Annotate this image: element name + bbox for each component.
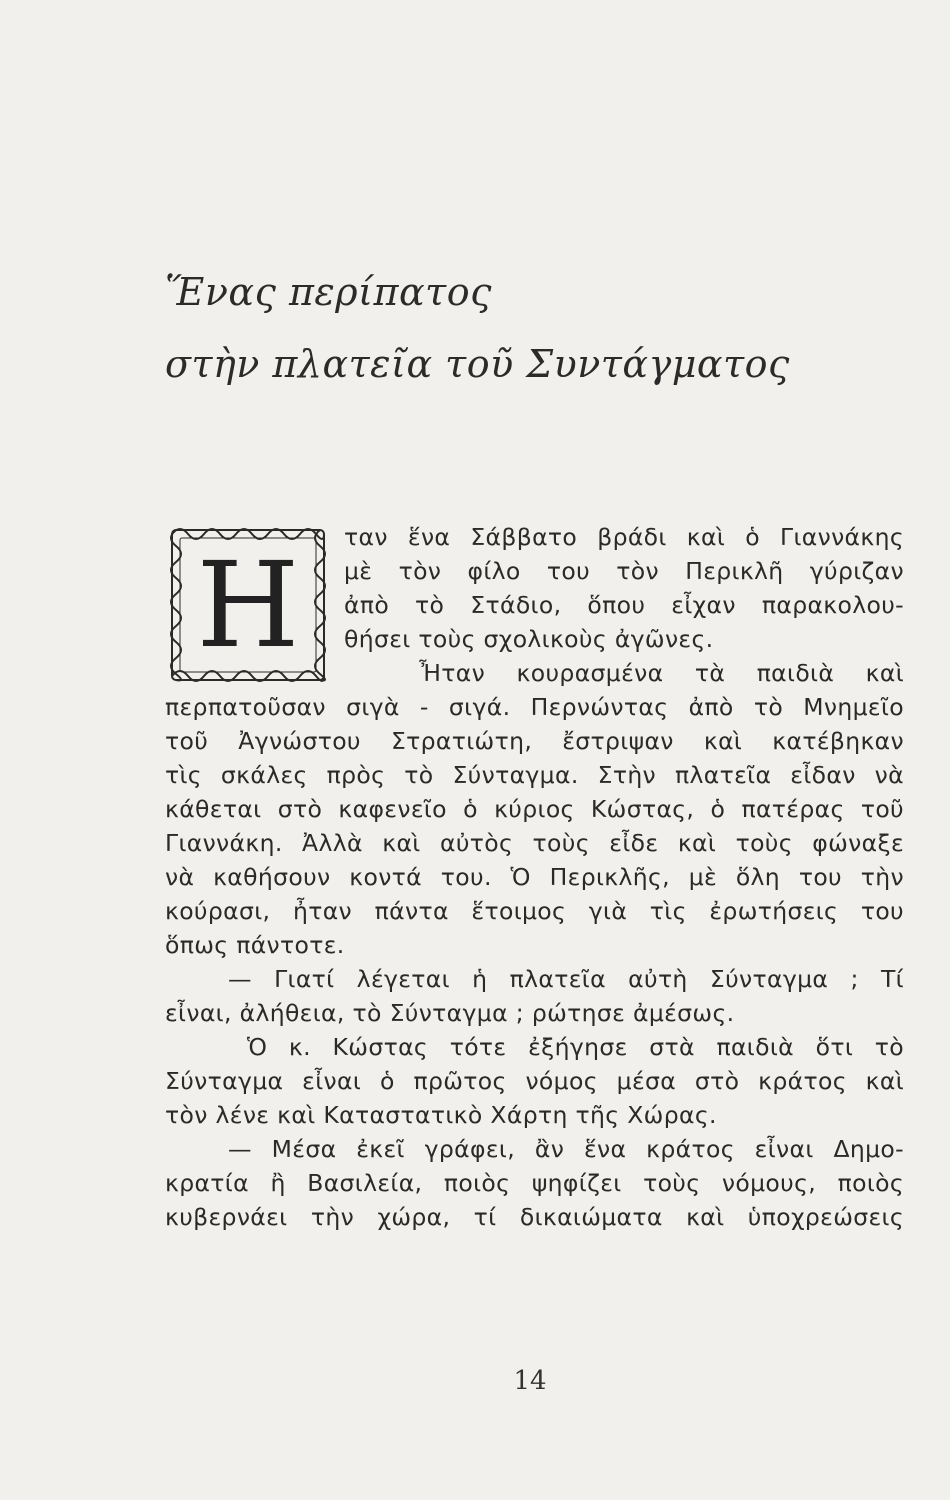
text-line: μὲ τὸν φίλο του τὸν Περικλῆ γύριζαν xyxy=(344,557,904,585)
text-line: ἀπὸ τὸ Στάδιο, ὅπου εἶχαν παρακολου- xyxy=(344,591,904,619)
text-line: νὰ καθήσουν κοντά του. Ὁ Περικλῆς, μὲ ὅλη του τὴν xyxy=(165,863,904,891)
text-line: — Γιατί λέγεται ἡ πλατεῖα αὐτὴ Σύνταγμα ; Τί xyxy=(228,965,904,993)
text-line: θήσει τοὺς σχολικοὺς ἀγῶνες. xyxy=(344,625,714,653)
text-line: Ἦταν κουρασμένα τὰ παιδιὰ καὶ xyxy=(419,659,904,687)
text-line: τοῦ Ἀγνώστου Στρατιώτη, ἔστριψαν καὶ κατέβηκαν xyxy=(165,727,904,755)
text-line: Ὁ κ. Κώστας τότε ἐξήγησε στὰ παιδιὰ ὅτι τὸ xyxy=(247,1033,904,1061)
text-line: κυβερνάει τὴν χώρα, τί δικαιώματα καὶ ὑποχρεώσεις xyxy=(165,1203,904,1231)
text-line: κάθεται στὸ καφενεῖο ὁ κύριος Κώστας, ὁ πατέρας τοῦ xyxy=(165,795,904,823)
text-line: κούρασι, ἦταν πάντα ἕτοιμος γιὰ τὶς ἐρωτήσεις του xyxy=(165,897,904,925)
drop-cap-ornament xyxy=(168,526,328,684)
text-line: ὅπως πάντοτε. xyxy=(165,931,345,959)
text-line: τὸν λένε καὶ Καταστατικὸ Χάρτη τῆς Χώρας. xyxy=(165,1101,717,1129)
drop-cap-letter: Η xyxy=(196,536,300,674)
text-line: Σύνταγμα εἶναι ὁ πρῶτος νόμος μέσα στὸ κράτος καὶ xyxy=(165,1067,904,1095)
text-line: Γιαννάκη. Ἀλλὰ καὶ αὐτὸς τοὺς εἶδε καὶ τοὺς φώναξε xyxy=(165,829,904,857)
text-line: περπατοῦσαν σιγὰ - σιγά. Περνώντας ἀπὸ τὸ Μνημεῖο xyxy=(165,693,904,721)
chapter-title-line-2: στὴν πλατεῖα τοῦ Συντάγματος xyxy=(165,342,790,386)
text-line: εἶναι, ἀλήθεια, τὸ Σύνταγμα ; ρώτησε ἀμέσως. xyxy=(165,999,735,1027)
text-line: κρατία ἢ Βασιλεία, ποιὸς ψηφίζει τοὺς νόμους, ποιὸς xyxy=(165,1169,904,1197)
text-line: ταν ἕνα Σάββατο βράδι καὶ ὁ Γιαννάκης xyxy=(344,523,904,551)
page-number: 14 xyxy=(513,1366,547,1396)
text-line: τὶς σκάλες πρὸς τὸ Σύνταγμα. Στὴν πλατεῖα εἶδαν νὰ xyxy=(165,761,904,789)
text-line: — Μέσα ἐκεῖ γράφει, ἂν ἕνα κράτος εἶναι Δημο- xyxy=(228,1135,904,1163)
chapter-title-line-1: Ἕνας περίπατος xyxy=(165,270,492,314)
